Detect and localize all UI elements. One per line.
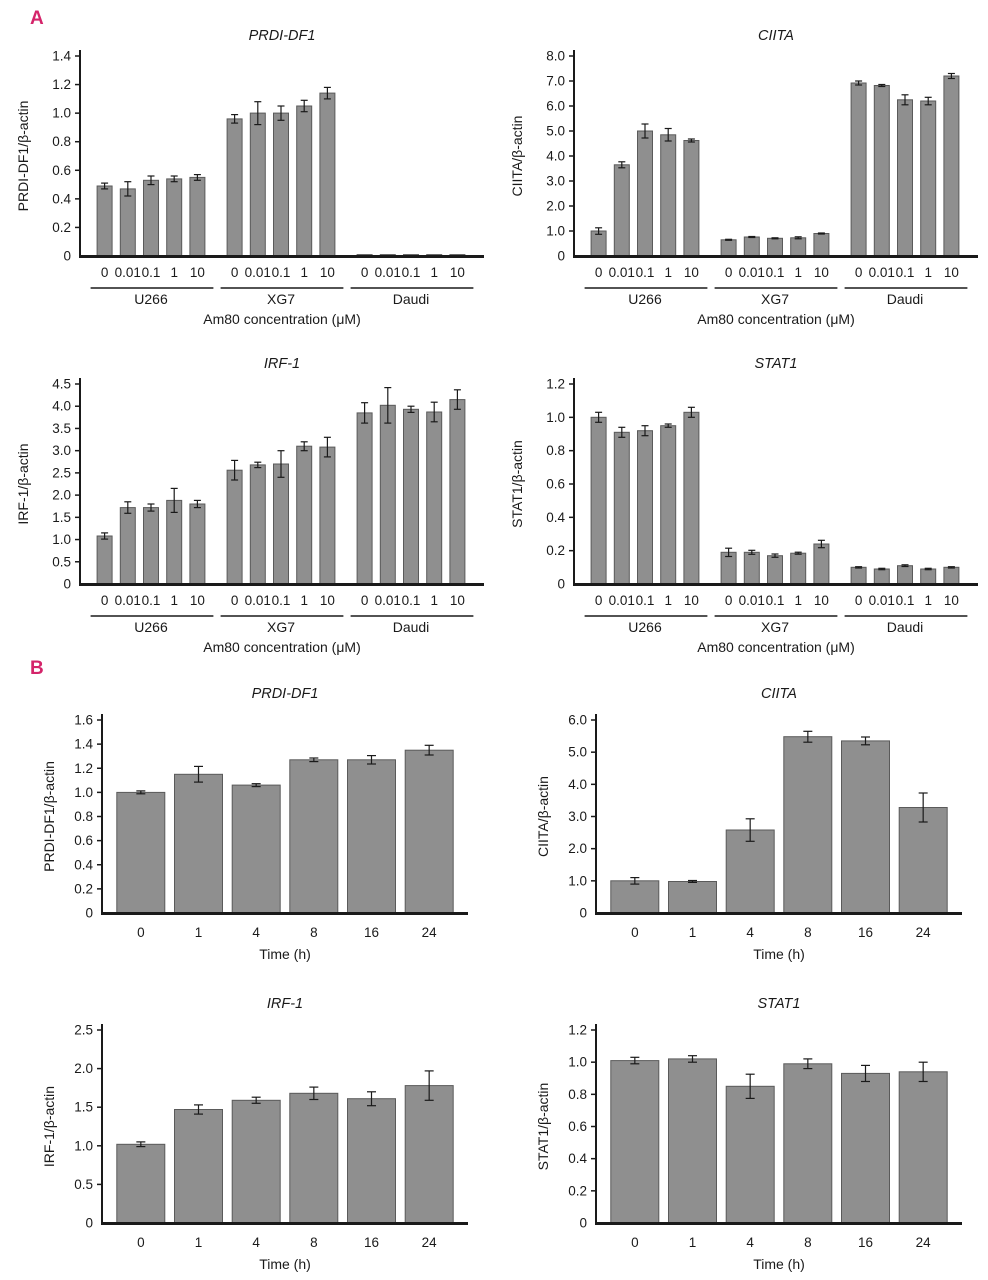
y-tick-label: 0.4 [74, 857, 93, 873]
chart-title: PRDI-DF1 [251, 686, 319, 702]
x-tick-label: 0.01 [738, 265, 765, 280]
chart-title: CIITA [761, 686, 797, 702]
bar [380, 405, 395, 584]
x-axis-label: Am80 concentration (μM) [203, 311, 361, 327]
y-tick-label: 0 [63, 248, 71, 264]
x-tick-label: 0.01 [374, 593, 401, 608]
y-tick-label: 1.2 [546, 376, 565, 392]
group-label: Daudi [886, 291, 924, 307]
bar [97, 536, 112, 584]
bar [450, 400, 465, 584]
y-tick-label: 0.8 [74, 809, 93, 824]
y-tick-label: 3.5 [52, 420, 71, 436]
bar [227, 470, 242, 584]
chart-a-irf-1 [0, 328, 494, 656]
y-tick-label: 0 [557, 248, 565, 264]
y-tick-label: 3.0 [568, 809, 587, 824]
y-tick-label: 3.0 [52, 443, 71, 459]
x-tick-label: 8 [310, 1235, 318, 1250]
y-tick-label: 1.0 [546, 223, 565, 239]
x-tick-label: 10 [449, 593, 465, 608]
x-tick-label: 0 [360, 265, 369, 280]
x-tick-label: 0.1 [271, 593, 291, 608]
x-tick-label: 10 [683, 593, 699, 608]
bar [232, 785, 280, 913]
bar [721, 240, 736, 256]
x-tick-label: 1 [794, 593, 802, 608]
bar [97, 186, 112, 256]
bar [784, 1064, 832, 1223]
x-tick-label: 24 [915, 925, 931, 940]
x-tick-label: 0 [594, 265, 603, 280]
y-tick-label: 0.6 [52, 162, 71, 178]
x-tick-label: 1 [924, 593, 932, 608]
x-tick-label: 0 [360, 593, 369, 608]
panel-a-label: A [30, 8, 44, 29]
y-tick-label: 0.5 [52, 554, 71, 570]
y-axis-label: STAT1/β-actin [509, 440, 525, 528]
chart-a-ciita [494, 0, 988, 328]
bar [614, 165, 629, 256]
bar [144, 180, 159, 256]
x-tick-label: 10 [189, 265, 205, 280]
group-label: XG7 [266, 619, 296, 635]
x-tick-label: 0.01 [608, 265, 635, 280]
panel-b [0, 656, 988, 1276]
y-tick-label: 5.0 [546, 123, 565, 139]
y-tick-label: 5.0 [568, 744, 587, 760]
chart-svg [494, 328, 988, 656]
y-tick-label: 0.2 [74, 881, 93, 897]
y-tick-label: 2.0 [74, 1061, 93, 1077]
x-tick-label: 8 [804, 1235, 812, 1250]
bar [784, 737, 832, 913]
x-tick-label: 10 [189, 593, 205, 608]
group-label: XG7 [760, 291, 790, 307]
x-tick-label: 0 [724, 265, 733, 280]
x-tick-label: 10 [813, 593, 829, 608]
bar [117, 792, 165, 913]
bar [290, 1093, 338, 1223]
x-tick-label: 1 [688, 925, 697, 940]
chart-svg [494, 656, 988, 966]
y-tick-label: 0.8 [52, 134, 71, 150]
y-axis-label: IRF-1/β-actin [41, 1085, 57, 1168]
y-tick-label: 1.4 [74, 736, 93, 752]
bar [274, 113, 289, 256]
y-tick-label: 0.4 [52, 191, 71, 207]
x-tick-label: 16 [857, 1235, 874, 1250]
chart-title: IRF-1 [263, 356, 301, 372]
y-tick-label: 0.6 [568, 1119, 587, 1134]
y-tick-label: 0 [557, 576, 565, 592]
bar [898, 566, 913, 584]
x-tick-label: 16 [857, 925, 874, 940]
x-tick-label: 1 [664, 593, 672, 608]
x-tick-label: 1 [300, 265, 308, 280]
x-tick-label: 4 [746, 925, 754, 940]
y-tick-label: 2.0 [568, 841, 587, 857]
y-tick-label: 4.0 [568, 776, 587, 792]
bar [290, 760, 338, 913]
bar [227, 119, 242, 256]
x-tick-label: 1 [794, 265, 802, 280]
bar [874, 86, 889, 257]
x-axis-label: Am80 concentration (μM) [697, 311, 855, 327]
x-tick-label: 0 [724, 593, 733, 608]
x-tick-label: 0.01 [868, 593, 895, 608]
bar [232, 1100, 280, 1223]
bar [842, 741, 890, 913]
y-tick-label: 4.5 [52, 376, 71, 392]
x-tick-label: 1 [194, 1235, 203, 1250]
bar [669, 1059, 717, 1223]
x-tick-label: 1 [664, 265, 672, 280]
x-tick-label: 0 [230, 593, 239, 608]
bar [768, 238, 783, 256]
y-tick-label: 1.0 [52, 105, 71, 121]
bar [405, 750, 453, 913]
x-tick-label: 0.1 [765, 265, 785, 280]
bar [175, 1110, 223, 1224]
y-tick-label: 1.0 [546, 409, 565, 425]
x-tick-label: 0.01 [608, 593, 635, 608]
chart-a-stat1 [494, 328, 988, 656]
bar [117, 1144, 165, 1223]
bar [791, 553, 806, 584]
bar [404, 409, 419, 584]
y-tick-label: 1.4 [52, 48, 71, 64]
bar [814, 234, 829, 257]
x-tick-label: 24 [915, 1235, 931, 1250]
x-tick-label: 0 [230, 265, 239, 280]
y-tick-label: 1.5 [74, 1099, 93, 1115]
x-tick-label: 0.01 [374, 265, 401, 280]
bar [669, 882, 717, 914]
bar [898, 100, 913, 256]
x-tick-label: 10 [943, 265, 959, 280]
y-tick-label: 0 [85, 1215, 93, 1231]
y-tick-label: 0 [579, 905, 587, 921]
x-tick-label: 16 [363, 925, 380, 940]
x-axis-label: Am80 concentration (μM) [203, 639, 361, 655]
group-label: U266 [628, 291, 662, 307]
x-tick-label: 10 [943, 593, 959, 608]
x-tick-label: 0 [100, 265, 109, 280]
x-tick-label: 0.1 [401, 265, 421, 280]
x-axis-label: Time (h) [753, 1256, 805, 1272]
bar [320, 93, 335, 256]
y-tick-label: 7.0 [546, 73, 565, 89]
x-tick-label: 1 [300, 593, 308, 608]
bar [768, 556, 783, 584]
y-axis-label: PRDI-DF1/β-actin [41, 761, 57, 872]
chart-svg [494, 966, 988, 1276]
bar [591, 417, 606, 584]
bar [190, 177, 205, 256]
y-tick-label: 1.0 [52, 532, 71, 548]
bar [611, 1061, 659, 1223]
bar [791, 238, 806, 256]
x-tick-label: 8 [310, 925, 318, 940]
x-tick-label: 1 [170, 593, 178, 608]
bar [427, 412, 442, 584]
bar [250, 113, 265, 256]
group-label: U266 [134, 619, 168, 635]
x-tick-label: 1 [430, 265, 438, 280]
y-tick-label: 2.0 [52, 487, 71, 503]
chart-title: STAT1 [754, 356, 798, 372]
bar [661, 135, 676, 256]
chart-b-irf-1 [0, 966, 494, 1276]
chart-svg [0, 0, 494, 328]
y-tick-label: 1.2 [568, 1022, 587, 1038]
error-bar [818, 233, 825, 234]
y-tick-label: 0.5 [74, 1176, 93, 1192]
x-tick-label: 10 [449, 265, 465, 280]
y-tick-label: 1.0 [74, 784, 93, 800]
y-tick-label: 1.0 [74, 1138, 93, 1154]
bar [297, 446, 312, 584]
bar [944, 567, 959, 584]
y-tick-label: 6.0 [568, 712, 587, 728]
bar [297, 106, 312, 256]
x-axis-label: Time (h) [259, 946, 311, 962]
chart-svg [0, 656, 494, 966]
y-axis-label: STAT1/β-actin [535, 1082, 551, 1171]
y-tick-label: 1.6 [74, 712, 93, 728]
bar [320, 447, 335, 584]
bar [851, 83, 866, 256]
x-tick-label: 4 [746, 1235, 754, 1250]
x-tick-label: 0.1 [635, 265, 655, 280]
y-axis-label: CIITA/β-actin [509, 115, 525, 197]
bar [405, 1086, 453, 1223]
chart-b-prdi-df1 [0, 656, 494, 966]
bar [175, 774, 223, 913]
group-label: Daudi [392, 619, 430, 635]
bar [726, 1086, 774, 1223]
x-tick-label: 1 [194, 925, 203, 940]
x-tick-label: 1 [688, 1235, 697, 1250]
bar [120, 508, 135, 584]
x-tick-label: 8 [804, 925, 812, 940]
bar [744, 552, 759, 584]
x-tick-label: 0 [594, 593, 603, 608]
x-tick-label: 16 [363, 1235, 380, 1250]
y-tick-label: 0.4 [546, 509, 565, 525]
y-tick-label: 0.8 [568, 1086, 587, 1102]
group-label: XG7 [266, 291, 296, 307]
y-tick-label: 1.0 [568, 1054, 587, 1070]
y-tick-label: 4.0 [546, 148, 565, 164]
x-tick-label: 0.01 [244, 265, 271, 280]
chart-title: STAT1 [757, 996, 801, 1012]
x-axis-label: Time (h) [259, 1256, 311, 1272]
chart-svg [0, 966, 494, 1276]
x-tick-label: 0.1 [271, 265, 291, 280]
x-tick-label: 10 [683, 265, 699, 280]
group-label: Daudi [886, 619, 924, 635]
x-tick-label: 0 [137, 925, 145, 940]
y-tick-label: 4.0 [52, 398, 71, 414]
y-tick-label: 1.2 [52, 77, 71, 93]
y-tick-label: 0.2 [568, 1183, 587, 1199]
x-tick-label: 0.01 [114, 265, 141, 280]
y-tick-label: 3.0 [546, 173, 565, 189]
bar [357, 413, 372, 584]
chart-b-stat1 [494, 966, 988, 1276]
bar [167, 179, 182, 256]
x-tick-label: 1 [170, 265, 178, 280]
x-tick-label: 10 [319, 593, 335, 608]
y-axis-label: IRF-1/β-actin [15, 443, 31, 525]
bar [190, 504, 205, 584]
chart-svg [0, 328, 494, 656]
bar [614, 432, 629, 584]
y-tick-label: 0 [85, 905, 93, 921]
x-tick-label: 4 [252, 1235, 260, 1250]
bar [842, 1073, 890, 1223]
y-tick-label: 0.6 [546, 476, 565, 492]
group-label: Daudi [392, 291, 430, 307]
bar [744, 237, 759, 256]
x-tick-label: 0.1 [895, 265, 915, 280]
bar [661, 426, 676, 584]
bar [814, 544, 829, 584]
x-tick-label: 24 [421, 925, 437, 940]
x-tick-label: 0 [854, 593, 863, 608]
error-bar [725, 239, 732, 240]
bar [348, 1099, 396, 1223]
bar [250, 465, 265, 584]
y-tick-label: 1.5 [52, 509, 71, 525]
x-tick-label: 0 [631, 1235, 639, 1250]
x-tick-label: 0.1 [141, 265, 161, 280]
panel-b-label: B [30, 658, 44, 679]
bar [899, 808, 947, 914]
bar [120, 189, 135, 256]
x-tick-label: 0.1 [765, 593, 785, 608]
x-tick-label: 0.1 [895, 593, 915, 608]
y-tick-label: 1.2 [74, 760, 93, 776]
y-tick-label: 0 [579, 1215, 587, 1231]
bar [611, 881, 659, 913]
bar [851, 567, 866, 584]
y-tick-label: 8.0 [546, 48, 565, 64]
y-tick-label: 0.8 [546, 443, 565, 459]
x-tick-label: 0.01 [738, 593, 765, 608]
y-tick-label: 2.5 [52, 465, 71, 481]
y-axis-label: PRDI-DF1/β-actin [15, 100, 31, 212]
group-label: U266 [628, 619, 662, 635]
bar [348, 760, 396, 913]
bar [684, 141, 699, 257]
chart-title: CIITA [758, 28, 794, 44]
bar [684, 412, 699, 584]
y-tick-label: 2.5 [74, 1022, 93, 1038]
y-tick-label: 0.2 [52, 219, 71, 235]
x-tick-label: 0 [854, 265, 863, 280]
x-tick-label: 1 [430, 593, 438, 608]
y-axis-label: CIITA/β-actin [535, 776, 551, 857]
bar [921, 569, 936, 584]
y-tick-label: 1.0 [568, 873, 587, 889]
group-label: XG7 [760, 619, 790, 635]
y-tick-label: 0.4 [568, 1151, 587, 1167]
bar [726, 830, 774, 913]
chart-a-prdi-df1 [0, 0, 494, 328]
x-tick-label: 4 [252, 925, 260, 940]
chart-title: IRF-1 [266, 996, 304, 1012]
x-tick-label: 0.1 [635, 593, 655, 608]
x-tick-label: 0.01 [868, 265, 895, 280]
bar [899, 1072, 947, 1223]
error-bar [772, 238, 779, 239]
x-tick-label: 0.01 [114, 593, 141, 608]
x-axis-label: Time (h) [753, 946, 805, 962]
x-tick-label: 0 [100, 593, 109, 608]
bar [274, 464, 289, 584]
x-tick-label: 1 [924, 265, 932, 280]
bar [638, 131, 653, 256]
x-tick-label: 0.1 [141, 593, 161, 608]
bar [638, 431, 653, 584]
x-tick-label: 10 [813, 265, 829, 280]
y-tick-label: 0.2 [546, 543, 565, 559]
chart-title: PRDI-DF1 [248, 28, 316, 44]
x-tick-label: 24 [421, 1235, 437, 1250]
bar [144, 508, 159, 584]
y-tick-label: 2.0 [546, 198, 565, 214]
error-bar [748, 237, 755, 238]
chart-b-ciita [494, 656, 988, 966]
y-tick-label: 0.6 [74, 833, 93, 849]
group-label: U266 [134, 291, 168, 307]
x-axis-label: Am80 concentration (μM) [697, 639, 855, 655]
x-tick-label: 0 [631, 925, 639, 940]
chart-svg [494, 0, 988, 328]
x-tick-label: 0.01 [244, 593, 271, 608]
x-tick-label: 0 [137, 1235, 145, 1250]
y-tick-label: 0 [63, 576, 71, 592]
y-tick-label: 6.0 [546, 98, 565, 114]
x-tick-label: 0.1 [401, 593, 421, 608]
bar [921, 101, 936, 256]
bar [874, 569, 889, 584]
bar [944, 76, 959, 256]
x-tick-label: 10 [319, 265, 335, 280]
